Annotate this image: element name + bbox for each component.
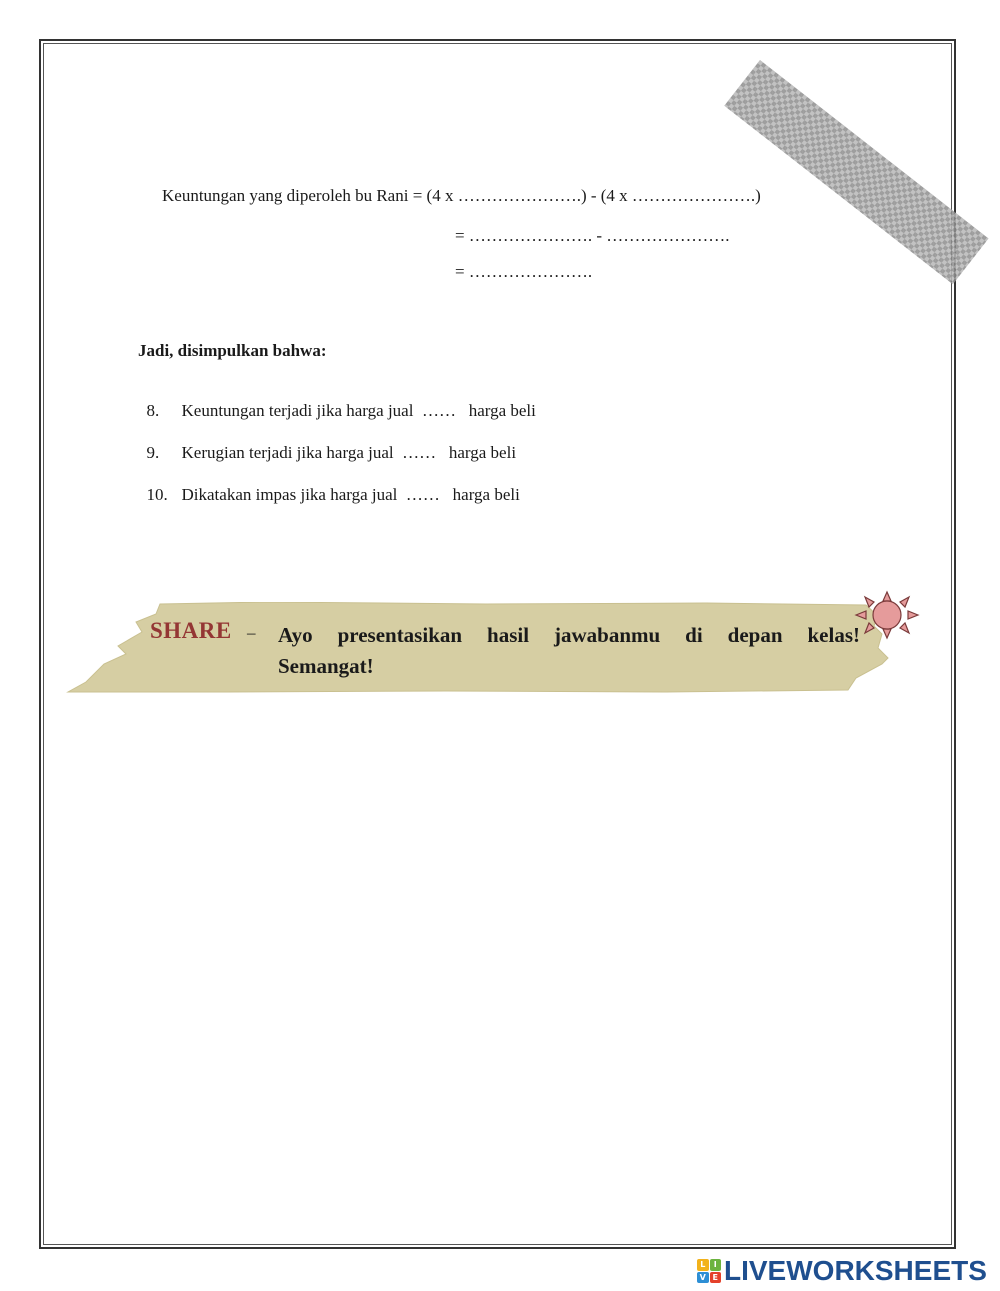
calculation-line-2: = …………………. - …………………. — [455, 226, 730, 245]
conclusion-item-9 — [138, 423, 516, 463]
logo-icon: L I V E — [697, 1259, 721, 1283]
liveworksheets-logo — [697, 1255, 987, 1287]
share-label: SHARE — [150, 618, 232, 643]
conclusion-title: Jadi, disimpulkan bahwa: — [138, 341, 327, 360]
item-number: 8. — [146, 401, 160, 420]
item-text: Keuntungan terjadi jika harga jual …… harga beli — [181, 401, 536, 420]
conclusion-item-10 — [138, 465, 520, 505]
share-text-line-2: Semangat! — [278, 654, 374, 678]
item-text: Dikatakan impas jika harga jual …… harga beli — [181, 485, 520, 504]
item-number: 9. — [146, 443, 160, 462]
calculation-line-3: = …………………. — [455, 262, 593, 281]
share-text-line-1: Ayo presentasikan hasil jawabanmu di depan kelas! — [278, 623, 860, 647]
item-text: Kerugian terjadi jika harga jual …… harga beli — [181, 443, 517, 462]
calculation-line-1: Keuntungan yang diperoleh bu Rani = (4 x ………………….) - (4 x ………………….) — [162, 186, 761, 205]
item-number: 10. — [146, 485, 168, 504]
sun-icon — [852, 590, 922, 645]
conclusion-item-8 — [138, 381, 536, 421]
share-dash: – — [247, 623, 256, 642]
share-text — [278, 620, 860, 682]
logo-text: LIVEWORKSHEETS — [724, 1255, 987, 1286]
